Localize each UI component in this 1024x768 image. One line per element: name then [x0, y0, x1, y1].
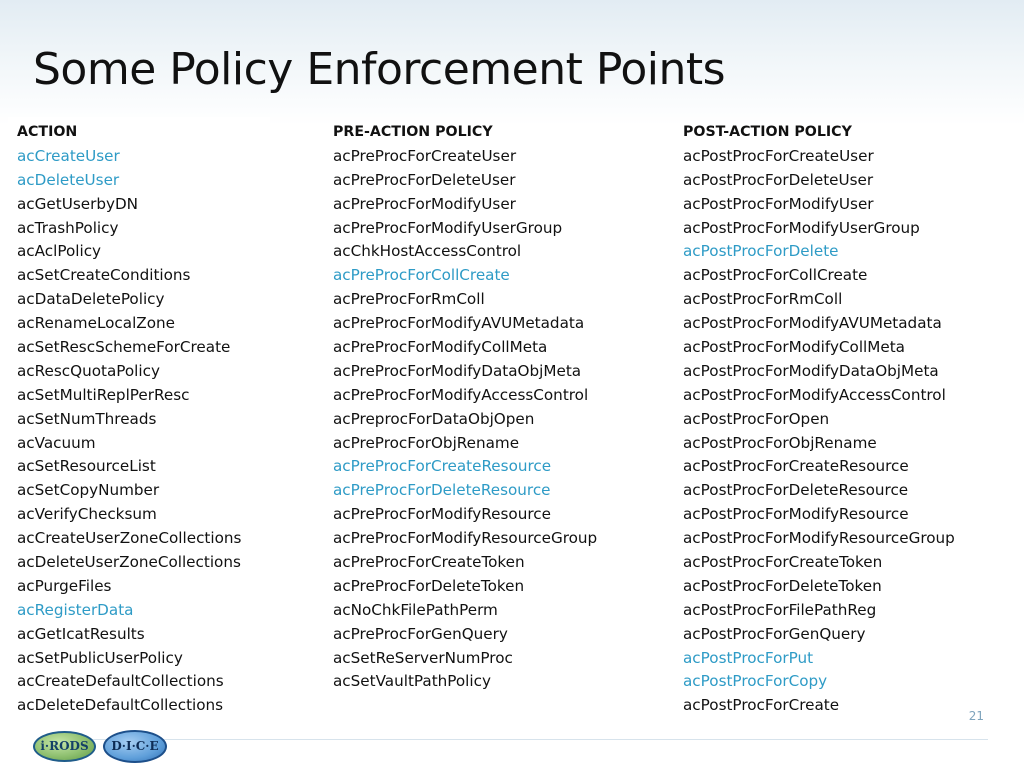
policy-list-item: acPostProcForCollCreate [683, 266, 868, 285]
policy-list-item: acPostProcForDeleteToken [683, 576, 882, 595]
policy-list-item: acSetResourceList [17, 457, 156, 476]
policy-list-item: acPreProcForGenQuery [333, 624, 508, 643]
policy-list-item: acPostProcForCreate [683, 696, 840, 715]
policy-list-item: acPreProcForDeleteUser [333, 170, 516, 189]
policy-list-item: acPostProcForModifyResource [683, 505, 909, 524]
policy-list-item: acAclPolicy [17, 242, 102, 261]
policy-list-item: acPostProcForModifyAccessControl [683, 385, 946, 404]
policy-list-item: acNoChkFilePathPerm [333, 600, 498, 619]
policy-list-item: acPostProcForModifyDataObjMeta [683, 361, 939, 380]
policy-list-item: acSetCopyNumber [17, 481, 160, 500]
policy-list-item: acVerifyChecksum [17, 505, 157, 524]
policy-list-item: acPreProcForRmColl [333, 290, 485, 309]
policy-list-item: acPostProcForGenQuery [683, 624, 866, 643]
policy-list-item: acPostProcForModifyUser [683, 194, 874, 213]
policy-list-item: acPostProcForCopy [683, 672, 828, 691]
dice-logo: D·I·C·E [103, 730, 167, 763]
policy-list-item: acPostProcForObjRename [683, 433, 877, 452]
footer-divider [40, 739, 988, 740]
policy-list-item: acGetIcatResults [17, 624, 145, 643]
policy-list-item: acPostProcForCreateToken [683, 553, 883, 572]
policy-list-item: acPreProcForCreateToken [333, 553, 525, 572]
action-column-header: ACTION [17, 124, 78, 140]
policy-list-item: acCreateUserZoneCollections [17, 529, 242, 548]
policy-list-item: acPreProcForModifyCollMeta [333, 338, 548, 357]
policy-list-item: acPostProcForOpen [683, 409, 830, 428]
policy-list-item: acPreProcForCreateResource [333, 457, 552, 476]
policy-list-item: acPostProcForDeleteUser [683, 170, 874, 189]
policy-list-item: acDeleteUserZoneCollections [17, 553, 241, 572]
policy-list-item: acPostProcForFilePathReg [683, 600, 877, 619]
policy-list-item: acPostProcForModifyUserGroup [683, 218, 920, 237]
policy-list-item: acPreProcForCollCreate [333, 266, 510, 285]
policy-list-item: acPreProcForModifyDataObjMeta [333, 361, 582, 380]
policy-list-item: acPostProcForDelete [683, 242, 839, 261]
policy-list-item: acPreProcForModifyUserGroup [333, 218, 563, 237]
slide-title: Some Policy Enforcement Points [33, 44, 726, 95]
policy-list-item: acRescQuotaPolicy [17, 361, 160, 380]
policy-list-item: acSetPublicUserPolicy [17, 648, 183, 667]
irods-logo: i·RODS [33, 731, 96, 762]
policy-list-item: acRegisterData [17, 600, 134, 619]
action-column [17, 121, 241, 718]
policy-list-item: acTrashPolicy [17, 218, 119, 237]
post-action-policy-column [683, 121, 955, 718]
policy-list-item: acPostProcForModifyResourceGroup [683, 529, 955, 548]
policy-list-item: acPreProcForModifyResource [333, 505, 551, 524]
policy-list-item: acChkHostAccessControl [333, 242, 522, 261]
pre-action-policy-column [333, 121, 597, 694]
policy-list-item: acPreProcForDeleteResource [333, 481, 551, 500]
policy-list-item: acPreProcForModifyAVUMetadata [333, 314, 585, 333]
policy-list-item: acDeleteDefaultCollections [17, 696, 224, 715]
policy-list-item: acPostProcForCreateResource [683, 457, 909, 476]
policy-list-item: acSetNumThreads [17, 409, 157, 428]
page-number: 21 [968, 709, 984, 723]
policy-list-item: acPreProcForCreateUser [333, 146, 517, 165]
policy-list-item: acPostProcForRmColl [683, 290, 843, 309]
policy-list-item: acPreprocForDataObjOpen [333, 409, 535, 428]
policy-list-item: acCreateUser [17, 146, 120, 165]
policy-list-item: acPostProcForDeleteResource [683, 481, 909, 500]
policy-list-item: acSetReServerNumProc [333, 648, 513, 667]
policy-list-item: acSetMultiReplPerResc [17, 385, 190, 404]
policy-list-item: acPostProcForModifyAVUMetadata [683, 314, 942, 333]
policy-list-item: acSetVaultPathPolicy [333, 672, 491, 691]
policy-list-item: acDeleteUser [17, 170, 120, 189]
policy-list-item: acRenameLocalZone [17, 314, 175, 333]
policy-list-item: acCreateDefaultCollections [17, 672, 224, 691]
pre-action-policy-column-header: PRE-ACTION POLICY [333, 124, 493, 140]
policy-list-item: acGetUserbyDN [17, 194, 139, 213]
policy-list-item: acPreProcForModifyAccessControl [333, 385, 589, 404]
policy-list-item: acPreProcForDeleteToken [333, 576, 525, 595]
policy-list-item: acDataDeletePolicy [17, 290, 165, 309]
policy-list-item: acPreProcForModifyResourceGroup [333, 529, 598, 548]
policy-list-item: acVacuum [17, 433, 96, 452]
policy-list-item: acSetCreateConditions [17, 266, 191, 285]
policy-list-item: acSetRescSchemeForCreate [17, 338, 231, 357]
post-action-policy-column-header: POST-ACTION POLICY [683, 124, 852, 140]
policy-list-item: acPostProcForModifyCollMeta [683, 338, 905, 357]
policy-list-item: acPreProcForModifyUser [333, 194, 516, 213]
policy-list-item: acPostProcForCreateUser [683, 146, 874, 165]
policy-list-item: acPurgeFiles [17, 576, 112, 595]
policy-list-item: acPostProcForPut [683, 648, 814, 667]
policy-list-item: acPreProcForObjRename [333, 433, 520, 452]
